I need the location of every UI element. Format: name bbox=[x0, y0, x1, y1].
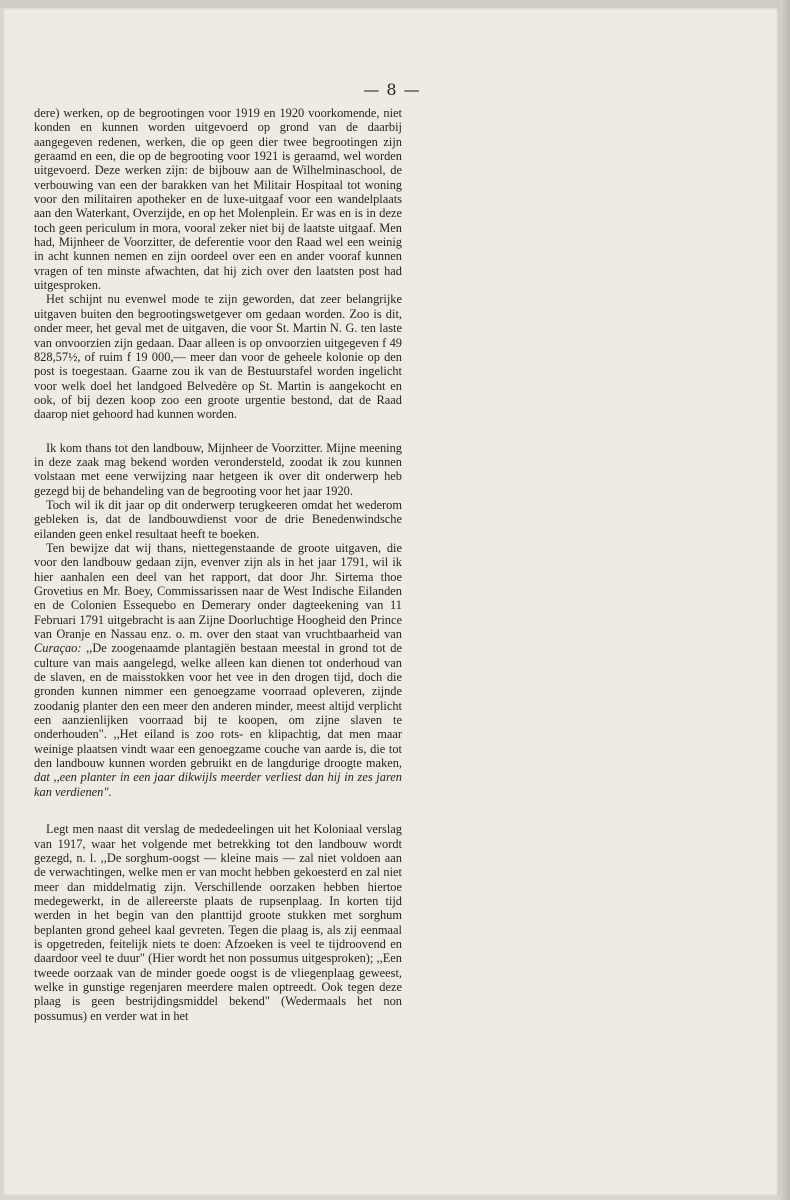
paragraph-5-quote: ,,De zoogenaamde plantagiën bestaan meestal in grond tot de culture van mais aangelegd, welke alleen kan dienen tot onderhoud van de slaven, en de maisstokken voor het vee in den drogen tijd, doch die gronden kunnen nimmer een genoegzame voorraad opleveren, zijnde zoodanig planter den een meer den anderen minder, meest altijd verplicht een aanzienlijken voorraad bij te koopen, om zijne slaven te onderhouden". ,,Het eiland is zoo rots- en klipachtig, dat men maar weinige plaatsen vindt waar een genoegzame couche van aarde is, die tot den landbouw kunnen worden gebruikt en de langdurige droogte maken, bbox=[34, 641, 402, 771]
paragraph-5-italic-end: dat ,,een planter in een jaar dikwijls meerder verliest dan hij in zes jaren kan verdienen". bbox=[34, 770, 402, 799]
document-page bbox=[4, 8, 780, 1196]
paragraph-1: dere) werken, op de begrootingen voor 1919 en 1920 voorkomende, niet konden en kunnen worden uitgevoerd op grond van de daarbij aangegeven redenen, werken, die op geen dier twee begrootingen zijn geraamd en een, die op de begrooting voor 1921 is geraamd, wel worden uitgevoerd. Deze werken zijn: de bijbouw aan de Wilhelminaschool, de verbouwing van een der barakken van het Militair Hospitaal tot woning voor den militairen apotheker en de luxe-uitgaaf voor een wandelplaats aan den Waterkant, Overzijde, en op het Molenplein. Er was en is in deze toch geen periculum in mora, vooral zeker niet bij de laatste uitgaaf. Men had, Mijnheer de Voorzitter, de deferentie voor den Raad wel een weinig in acht kunnen nemen en zijn oordeel over een en ander vooraf kunnen vragen of ten minste afwachten, dat hij zich over den laatsten post had uitgesproken. bbox=[34, 106, 402, 293]
scan-top-edge bbox=[0, 0, 790, 8]
place-name-curacao: Curaçao: bbox=[34, 641, 82, 656]
paragraph-5 bbox=[34, 541, 402, 799]
body-text bbox=[34, 106, 402, 1023]
page-number: — 8 — bbox=[363, 80, 421, 99]
paragraph-3: Ik kom thans tot den landbouw, Mijnheer de Voorzitter. Mijne meening in deze zaak mag bekend worden verondersteld, zoodat ik zou kunnen volstaan met eene verwijzing naar hetgeen ik over dit onderwerp heb gezegd bij de behandeling van de begrooting voor het jaar 1920. bbox=[34, 440, 402, 498]
paragraph-2: Het schijnt nu evenwel mode te zijn geworden, dat zeer belangrijke uitgaven buiten den begrootingswetgever om gedaan worden. Zoo is dit, onder meer, het geval met de uitgaven, die voor St. Martin N. G. ten laste van onvoorzien zijn gedaan. Daar alleen is op onvoorzien uitgegeven f 49 828,57½, of ruim f 19 000,— meer dan voor de geheele kolonie op den post is toegestaan. Gaarne zou ik van de Bestuurstafel worden ingelicht voor welk doel het landgoed Belvedère op St. Martin is aangekocht en ook, of bij dezen koop zoo een groote urgentie bestond, dat de Raad daarop niet gehoord had kunnen worden. bbox=[34, 292, 402, 422]
paragraph-6: Legt men naast dit verslag de mededeelingen uit het Koloniaal verslag van 1917, waar het volgende met betrekking tot den landbouw wordt gezegd, n. l. ,,De sorghum-oogst — kleine mais — zal niet voldoen aan de verwachtingen, welke men er van mocht hebben gekoesterd en zal niet meer dan middelmatig zijn. Verschillende oorzaken hebben hiertoe medegewerkt, in de allereerste plaats de rupsenplaag. In korten tijd werden in het begin van den planttijd groote stukken met sorghum beplanten grond geheel kaal gevreten. Tegen die plaag is, als zij eenmaal is opgetreden, feitelijk niets te doen: Afzoeken is veel te tijdroovend en daardoor veel te duur" (Hier wordt het non possumus uitgesproken); ,,Een tweede oorzaak van de minder goede oogst is de vliegenplaag geweest, welke in gunstige regenjaren meerdere malen optreedt. Ook tegen deze plaag is geen bestrijdingsmiddel bekend" (Wedermaals het non possumus) en verder wat in het bbox=[34, 822, 402, 1023]
paragraph-5-text: Ten bewijze dat wij thans, niettegenstaande de groote uitgaven, die voor den landbouw gedaan zijn, evenver zijn als in het jaar 1791, wil ik hier aanhalen een deel van het rapport, dat door Jhr. Sirtema thoe Grovetius en Mr. Boey, Commissarissen naar de West Indische Eilanden en de Colonien Essequebo en Demerary onder dagteekening van 11 Februari 1791 uitgebracht is aan Zijne Doorluchtige Hoogheid den Prince van Oranje en Nassau enz. o. m. over den staat van vruchtbaarheid van bbox=[34, 540, 402, 642]
scan-right-edge bbox=[780, 0, 790, 1200]
paragraph-4: Toch wil ik dit jaar op dit onderwerp terugkeeren omdat het wederom gebleken is, dat de landbouwdienst voor de drie Benedenwindsche eilanden geen enkel resultaat heeft te boeken. bbox=[34, 497, 402, 541]
